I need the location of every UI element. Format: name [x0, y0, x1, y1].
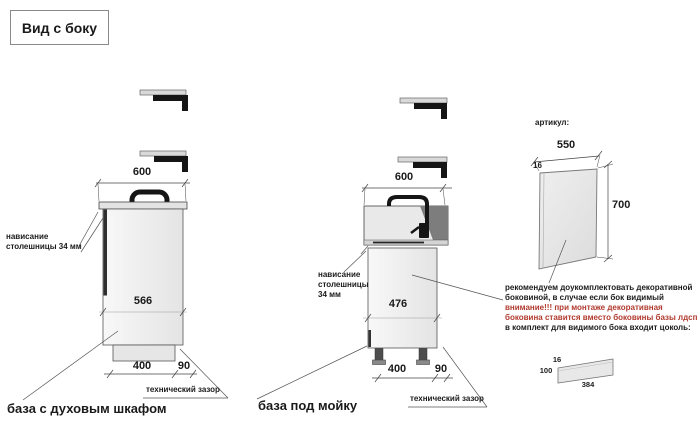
- sink-overhang-label-3: 34 мм: [318, 290, 341, 299]
- sink-overhang-label-2: столешницы: [318, 280, 369, 289]
- panel-note-line-1: рекомендуем доукомплектовать декоративной: [505, 283, 693, 292]
- oven-gap-label: технический зазор: [146, 385, 220, 394]
- oven-cabinet-body: [103, 209, 183, 345]
- oven-door-edge: [104, 210, 108, 296]
- plinth-height-dim: 100: [539, 366, 553, 375]
- panel-thickness-dim: 16: [533, 161, 542, 170]
- oven-plinth: [113, 345, 175, 361]
- decor-panel: [539, 169, 597, 269]
- plinth-thickness-dim: 16: [552, 355, 562, 364]
- sink-cabinet-name: база под мойку: [258, 398, 358, 413]
- panel-height-dim: 700: [612, 199, 631, 211]
- oven-overhang-label-2: столешницы 34 мм: [6, 242, 82, 251]
- sink-depth-dim: 476: [388, 298, 408, 310]
- oven-cabinet-drawing: [23, 179, 228, 400]
- panel-warning-line-1: внимание!!! при монтаже декоративная: [505, 303, 663, 312]
- panel-note-line-2: боковиной, в случае если бок видимый: [505, 293, 664, 302]
- oven-handle: [132, 192, 167, 202]
- mounting-bracket-icons: [140, 90, 447, 178]
- oven-plinth-dim: 400: [132, 360, 152, 372]
- panel-width-dim: 550: [556, 139, 576, 151]
- sink-gap-label: технический зазор: [410, 394, 484, 403]
- faucet-mixer: [419, 223, 429, 238]
- sink-width-dim: 600: [394, 171, 414, 183]
- oven-gap-dim: 90: [177, 360, 191, 372]
- sink-overhang-label-1: нависание: [318, 270, 361, 279]
- oven-depth-dim: 566: [133, 295, 153, 307]
- panel-note-line-3: в комплект для видимого бока входит цоколь:: [505, 323, 691, 332]
- oven-overhang-label-1: нависание: [6, 232, 49, 241]
- decor-panel-drawing: [531, 151, 613, 283]
- view-title: Вид с боку: [10, 10, 109, 45]
- sink-gap-dim: 90: [434, 363, 448, 375]
- oven-width-dim: 600: [132, 166, 152, 178]
- oven-cabinet-name: база с духовым шкафом: [7, 401, 167, 416]
- articul-heading: артикул:: [535, 118, 570, 127]
- plinth-length-dim: 384: [581, 380, 595, 389]
- panel-warning-line-2: боковина ставится вместо боковины базы лдсп: [505, 313, 698, 322]
- sink-cabinet-drawing: [257, 184, 503, 407]
- sink-plinth-dim: 400: [387, 363, 407, 375]
- oven-countertop: [99, 202, 187, 209]
